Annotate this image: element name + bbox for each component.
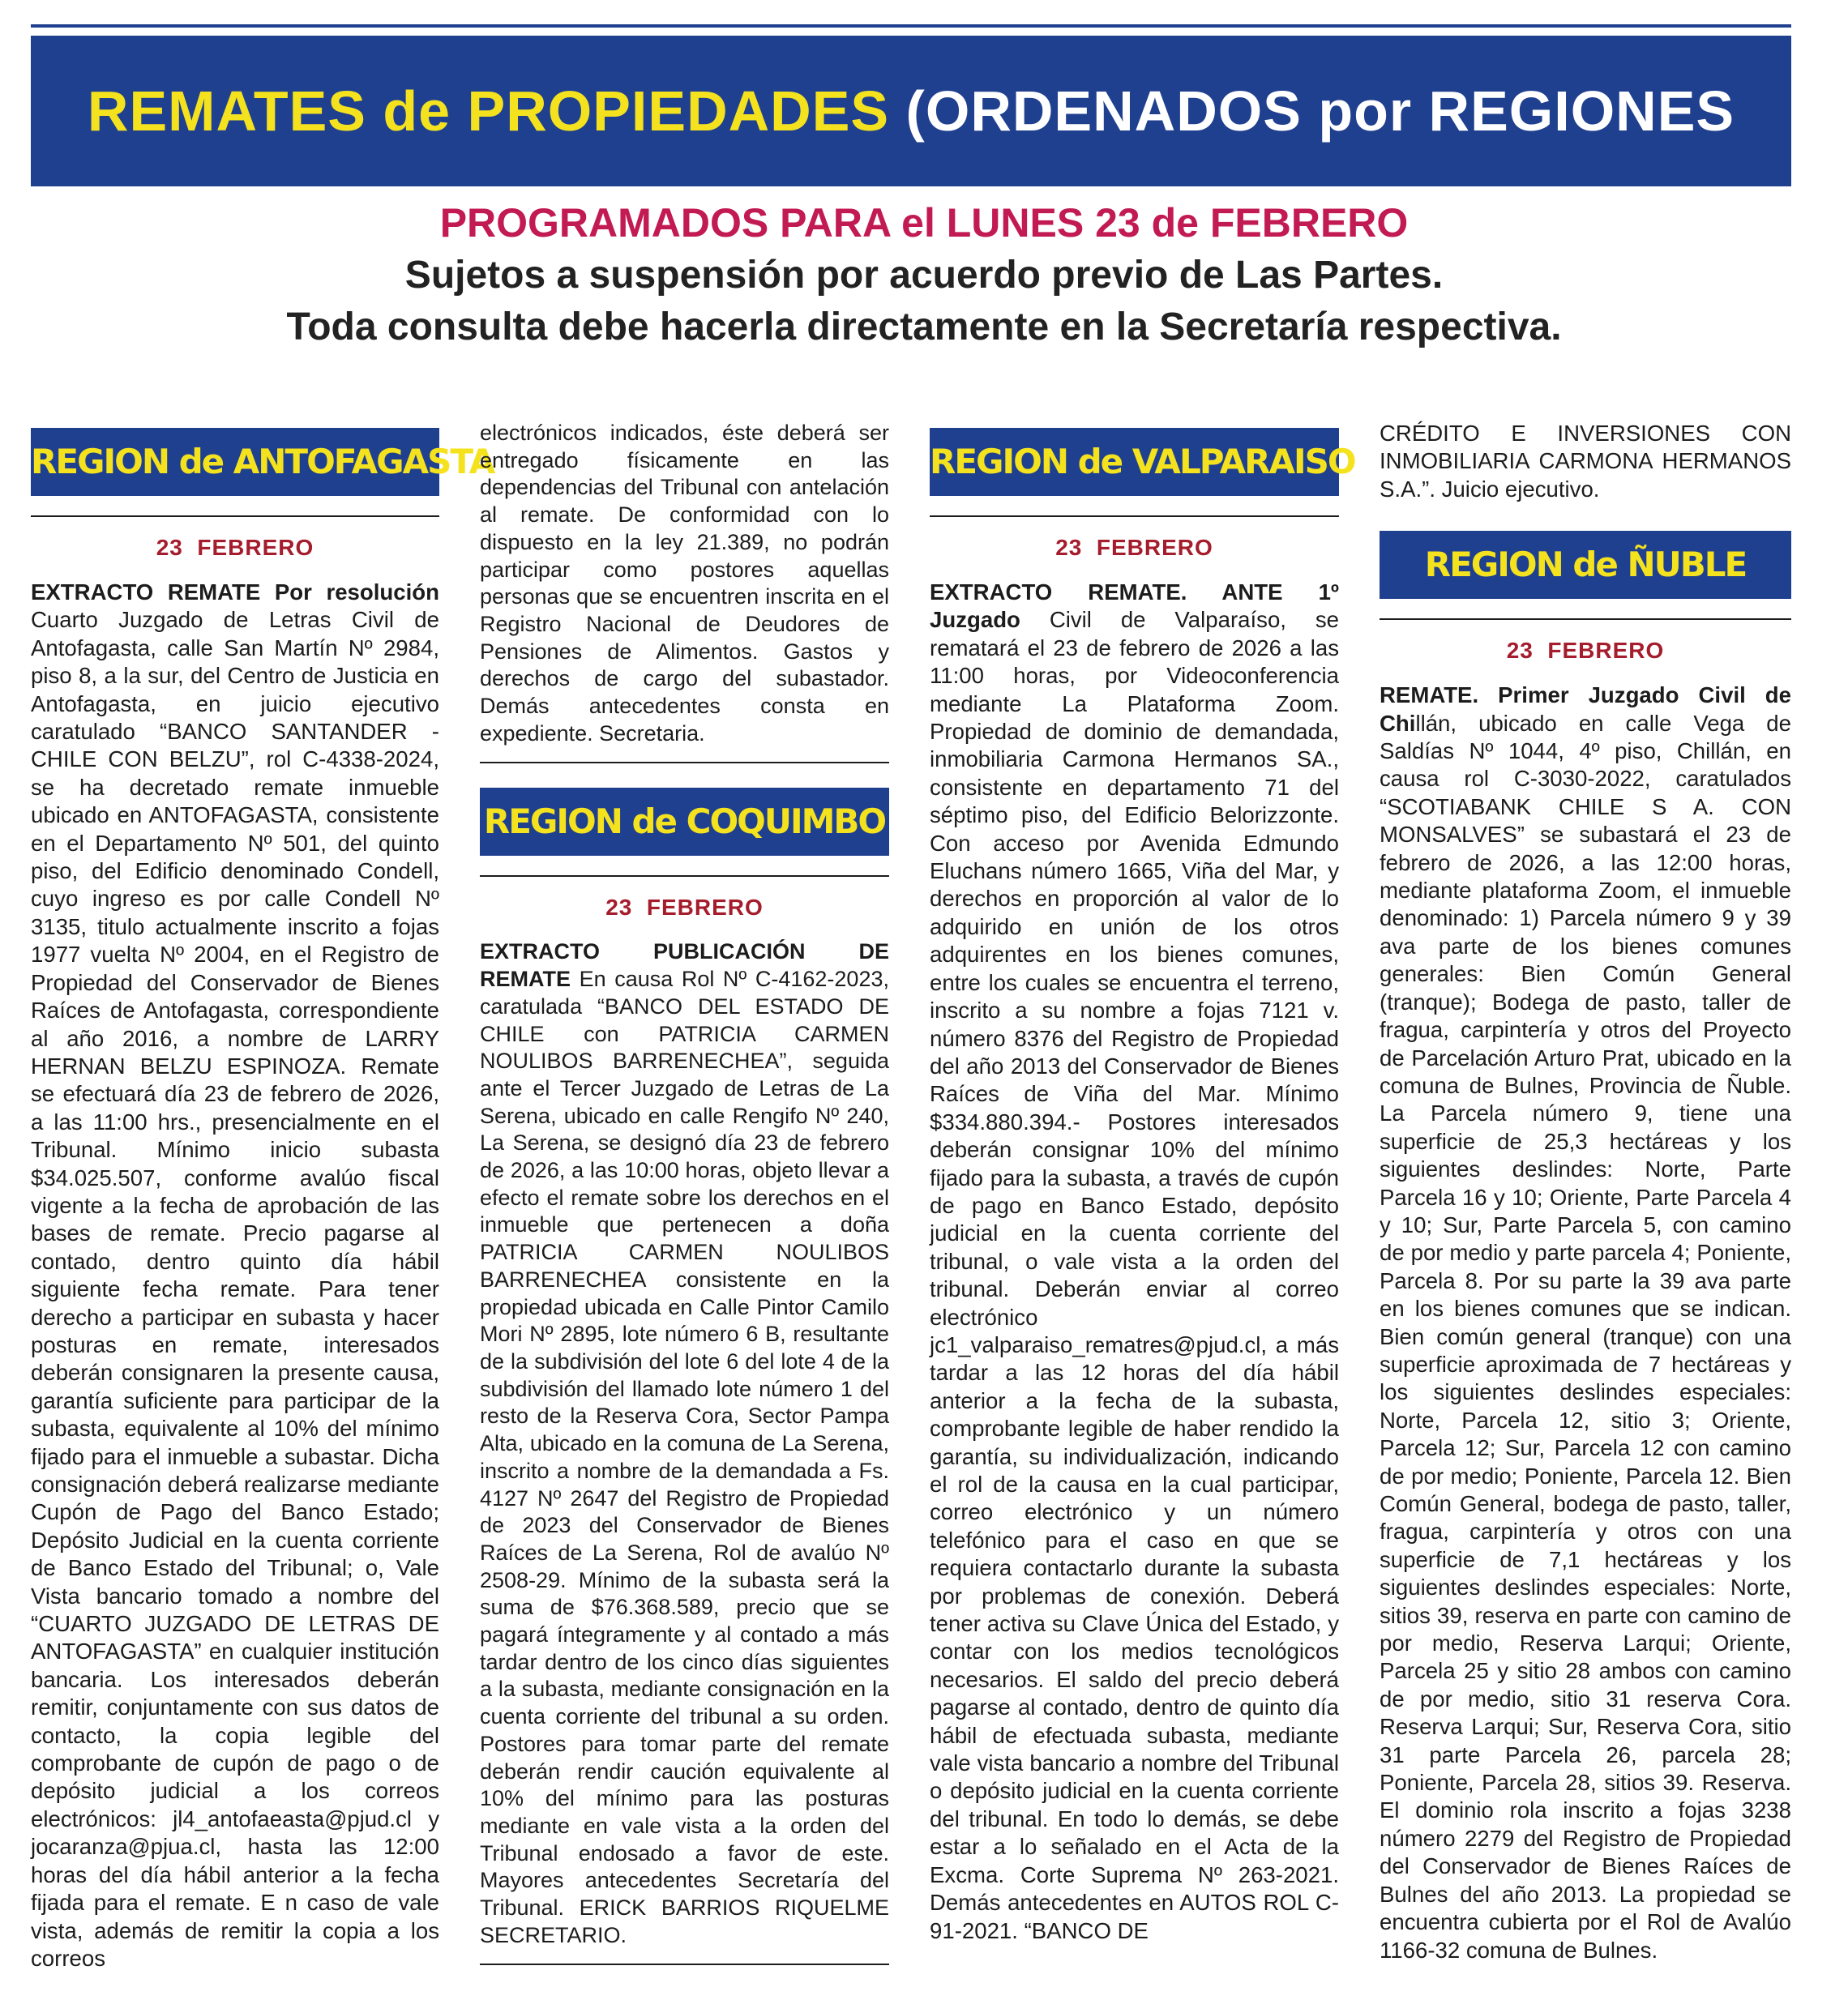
notice-body: Cuarto Juzgado de Letras Civil de Antofagasta, calle San Martín Nº 2984, piso 8, a la sur, del Centro de Justicia en Antofagasta, en juicio ejecutivo caratulado “BANCO SANTANDER - CHILE CON BELZU”, rol C-4338-2024, se ha decretado remate inmueble ubicado en ANTOFAGASTA, consistente en el Departamento Nº 501, del quinto piso, del Edificio denominado Condell, cuyo ingreso es por calle Condell Nº 3135, titulo actualmente inscrito a fojas 1977 vuelta Nº 2004, en el Registro de Propiedad del Conservador de Bienes Raíces de Antofagasta, correspondiente al año 2016, a nombre de LARRY HERNAN BELZU ESPINOZA. Remate se efectuará día 23 de febrero de 2026, a las 11:00 hrs., presencialmente en el Tribunal. Mínimo inicio subasta $34.025.507, conforme avalúo fiscal vigente a la fecha de aprobación de las bases de remate. Precio pagarse al contado, dentro quinto día hábil siguiente fecha remate. Para tener derecho a participar en subasta y hacer posturas en remate, interesados deberán consignaren la presente causa, garantía suficiente para participar de la subasta, equivalente al 10% del mínimo fijado para el inmueble a subastar. Dicha consignación deberá realizarse mediante Cupón de Pago del Banco Estado; Depósito Judicial en la cuenta corriente de Banco Estado del Tribunal; o, Vale Vista bancario tomado a nombre del “CUARTO JUZGADO DE LETRAS DE ANTOFAGASTA” en cualquier institución bancaria. Los interesados deberán remitir, conjuntamente con sus datos de contacto, la copia legible del comprobante de cupón de pago o de depósito judicial a los correos electrónicos: jl4_antofaeasta@pjud.cl y jocaranza@pjua.cl, hasta las 12:00 horas del día hábil anterior a la fecha fijada para el remate. E n caso de vale vista, además de remitir la copia a los correos [31,607,439,1971]
auction-date: 23 FEBRERO [156,535,314,560]
region-header-coquimbo: REGION de COQUIMBO [480,788,889,856]
auction-date: 23 FEBRERO [1055,535,1213,560]
suspension-notice: Sujetos a suspensión por acuerdo previo de Las Partes. [404,254,1444,297]
region-header-nuble: REGION de ÑUBLE [1380,531,1791,599]
banner-title-white: (ORDENADOS por REGIONES [889,79,1735,143]
divider [1380,618,1791,620]
column-4 [1380,420,1791,1964]
notice-body: llán, ubicado en calle Vega de Saldías Nº 1044, 4º piso, Chillán, en causa rol C-3030-2022, caratulados “SCOTIABANK CHILE S A. CON MONSALVES” se subastará el 23 de febrero de 2026, a las 12:00 horas, mediante plataforma Zoom, el inmueble denominado: 1) Parcela número 9 y 39 ava parte de los bienes comunes generales: Bien Común General (tranque); Bodega de pasto, taller de fragua, carpintería y otros del Proyecto de Parcelación Arturo Prat, ubicado en la comuna de Bulnes, Provincia de Ñuble. La Parcela número 9, tiene una superficie de 25,3 hectáreas y los siguientes deslindes: Norte, Parte Parcela 16 y 10; Oriente, Parte Parcela 4 y 10; Sur, Parte Parcela 5, con camino de por medio y parte parcela 4; Poniente, Parcela 8. Por su parte la 39 ava parte en los bienes comunes que se indican. Bien común general (tranque) con una superficie aproximada de 7 hectáreas y los siguientes deslindes especiales: Norte, Parcela 12, sitio 3; Oriente, Parcela 12; Sur, Parcela 12 con camino de por medio; Poniente, Parcela 12. Bien Común General, bodega de pasto, taller, fragua, carpintería y otros con una superficie de 7,1 hectáreas y los siguientes deslindes especiales: Norte, sitios 39, reserva en parte con camino de por medio, Reserva Larqui; Oriente, Parcela 25 y sitio 28 ambos con camino de por medio, sitio 31 reserva Cora. Reserva Larqui; Sur, Reserva Cora, sitio 31 parte Parcela 26, parcela 28; Poniente, Parcela 28, sitios 39. Reserva. El dominio rola inscrito a fojas 3238 número 2279 del Registro de Propiedad del Conservador de Bienes Raíces de Bulnes del año 2013. La propiedad se encuentra cubierta por el Rol de Avalúo 1166-32 comuna de Bulnes. [1380,710,1791,1963]
auction-date: 23 FEBRERO [605,895,764,921]
divider [480,762,889,763]
schedule-heading: PROGRAMADOS PARA el LUNES 23 de FEBRERO [439,200,1409,246]
divider [480,1964,889,1965]
auction-notice-antofagasta [31,579,439,1972]
auction-notice-coquimbo [480,938,889,1949]
notice-lead: EXTRACTO REMATE Por resolución [31,579,439,605]
divider [480,875,889,877]
column-2 [480,420,889,1965]
banner-title-yellow: REMATES de PROPIEDADES [87,79,890,143]
auction-notice-valparaiso-continued: CRÉDITO E INVERSIONES CON INMOBILIARIA CARMONA HERMANOS S.A.”. Juicio ejecutivo. [1380,421,1791,502]
banner-title [88,79,1735,143]
page-banner [31,36,1791,186]
divider [31,515,439,517]
top-rule [31,24,1791,28]
region-header-valparaiso: REGION de VALPARAISO [930,428,1339,496]
column-3 [930,420,1355,1945]
divider [930,515,1339,517]
notice-body: En causa Rol Nº C-4162-2023, caratulada “BANCO DEL ESTADO DE CHILE con PATRICIA CARMEN NOULIBOS BARRENECHEA”, seguida ante el Tercer Juzgado de Letras de La Serena, ubicado en calle Rengifo Nº 240, La Serena, se designó día 23 de febrero de 2026, a las 10:00 horas, objeto llevar a efecto el remate sobre los derechos en el inmueble que pertenecen a doña PATRICIA CARMEN NOULIBOS BARRENECHEA consistente en la propiedad ubicada en Calle Pintor Camilo Mori Nº 2895, lote número 6 B, resultante de la subdivisión del lote 6 del lote 4 de la subdivisión del llamado lote número 1 del resto de la Reserva Cora, Sector Pampa Alta, ubicado en la comuna de La Serena, inscrito a nombre de la demandada a Fs. 4127 Nº 2647 del Registro de Propiedad de 2023 del Conservador de Bienes Raíces de La Serena, Rol de avalúo Nº 2508-29. Mínimo de la subasta será la suma de $76.368.589, precio que se pagará íntegramente y al contado a más tardar dentro de los cinco días siguientes a la subasta, mediante consignación en la cuenta corriente del tribunal a su orden. Postores para tomar parte del remate deberán rendir caución equivalente al 10% del mínimo para las posturas mediante en vale vista a la orden del Tribunal endosado a favor de este. Mayores antecedentes Secretaría del Tribunal. ERICK BARRIOS RIQUELME SECRETARIO. [480,967,889,1947]
auction-notice-valparaiso [930,579,1339,1945]
auction-date: 23 FEBRERO [1506,638,1665,664]
notice-lead: EXTRACTO REMATE. ANTE 1º Juzgado [930,579,1339,633]
auction-notice-antofagasta-continued: electrónicos indicados, éste deberá ser entregado físicamente en las dependencias del Tribunal con antelación al remate. De conformidad con lo dispuesto en la ley 21.389, no podrán participar como postores aquellas personas que se encuentren inscrita en el Registro Nacional de Deudores de Pensiones de Alimentos. Gastos y derechos de cargo del subastador. Demás antecedentes consta en expediente. Secretaria. [480,421,889,746]
notice-lead: EXTRACTO PUBLICACIÓN DE REMATE [480,939,889,992]
region-header-antofagasta: REGION de ANTOFAGASTA [31,428,439,496]
column-1 [31,420,494,1972]
notice-lead: REMATE. Primer Juzgado Civil de Chi [1380,682,1791,736]
consultation-notice: Toda consulta debe hacerla directamente en la Secretaría respectiva. [286,306,1562,348]
notice-body: Civil de Valparaíso, se rematará el 23 de febrero de 2026 a las 11:00 horas, por Videoconferencia mediante La Plataforma Zoom. Propiedad de dominio de demandada, inmobiliaria Carmona Hermanos SA., consistente en departamento 71 del séptimo piso, del Edificio Belorizzonte. Con acceso por Avenida Edmundo Eluchans número 1665, Viña del Mar, y derechos en proporción al valor de lo adquirido en unión de los otros adquirentes en los bienes comunes, entre los cuales se encuentra el terreno, inscrito a su nombre a fojas 7121 v. número 8376 del Registro de Propiedad del año 2013 del Conservador de Bienes Raíces de Viña del Mar. Mínimo $334.880.394.- Postores interesados deberán consignar 10% del mínimo fijado para la subasta, a través de cupón de pago en Banco Estado, depósito judicial en la cuenta corriente del tribunal, o vale vista a la orden del tribunal. Deberán enviar al correo electrónico jc1_valparaiso_rematres@pjud.cl, a más tardar a las 12 horas del día hábil anterior a la fecha de la subasta, comprobante legible de haber rendido la garantía, su individualización, indicando el rol de la causa en la cual participar, correo electrónico y un número telefónico para el caso en que se requiera contactarlo durante la subasta por problemas de conexión. Deberá tener activa su Clave Única del Estado, y contar con los medios tecnológicos necesarios. El saldo del precio deberá pagarse al contado, dentro de quinto día hábil de efectuada subasta, mediante vale vista bancario a nombre del Tribunal o depósito judicial en la cuenta corriente del tribunal. En todo lo demás, se debe estar a lo señalado en el Acta de la Excma. Corte Suprema Nº 263-2021. Demás antecedentes en AUTOS ROL C-91-2021. “BANCO DE [930,607,1339,1943]
auction-notice-nuble [1380,682,1791,1964]
